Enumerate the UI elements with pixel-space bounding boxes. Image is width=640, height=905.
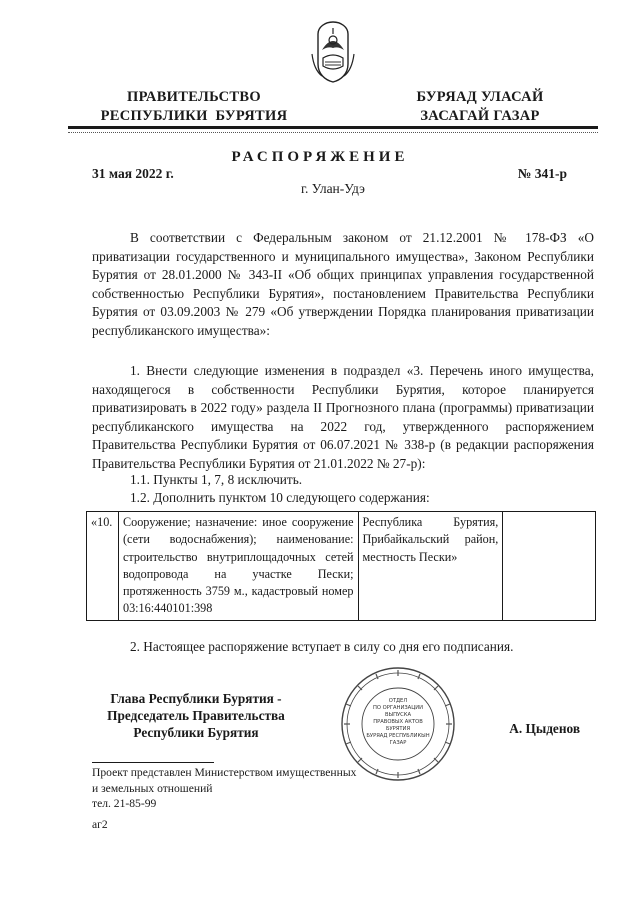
- intro-paragraph: [92, 229, 594, 341]
- footnote-line-2: и земельных отношений: [92, 781, 213, 795]
- header-left-line-1: ПРАВИТЕЛЬСТВО: [127, 89, 261, 105]
- document-title: РАСПОРЯЖЕНИЕ: [231, 149, 409, 165]
- stamp-line-3: ВЫПУСКА: [384, 712, 412, 718]
- stamp-line-5: БУРЯТИЯ: [385, 726, 411, 732]
- header-left-line-2: РЕСПУБЛИКИ БУРЯТИЯ: [100, 108, 288, 124]
- footnote-line-1: Проект представлен Министерством имущественных: [92, 766, 357, 779]
- property-table: [86, 511, 596, 621]
- footnote-line-3: тел. 21-85-99: [92, 797, 157, 810]
- header-left-org: [88, 88, 300, 126]
- row-description: Сооружение; назначение: иное сооружение (сети водоснабжения); наименование: строительство внутриплощадочных сетей водопровода на участке Пески; протяженность 3759 м., кадастровый номер 03:16:440101:398: [118, 512, 358, 621]
- stamp-line-6: БУРЯАД РЕСПУБЛИКЫН: [366, 733, 430, 739]
- signer-position-line-1: Глава Республики Бурятия -: [110, 691, 282, 706]
- header-right-org: [400, 88, 560, 126]
- item-1-paragraph: [92, 362, 594, 474]
- row-extra: [503, 512, 596, 621]
- header-divider-dotted: [68, 132, 598, 133]
- item-1-text: 1. Внести следующие изменения в подраздел «3. Перечень иного имущества, находящегося в собственности Республики Бурятия, которое планируется приватизировать в 2022 году» раздела II Прогнозного плана (программы) приватизации республиканского имущества на 2022 год, утвержденного распоряжением Правительства Республики Бурятия от 06.07.2021 № 338-р (в редакции распоряжения Правительства Республики Бурятия от 21.01.2022 № 27-р):: [92, 363, 594, 471]
- row-number: «10.: [87, 512, 119, 621]
- coat-of-arms-icon: [308, 20, 358, 84]
- footnote: [92, 765, 356, 812]
- header-right-line-2: ЗАСАГАЙ ГАЗАР: [420, 108, 540, 124]
- intro-text: В соответствии с Федеральным законом от 21.12.2001 № 178-ФЗ «О приватизации государственного и муниципального имущества», Законом Республики Бурятия от 28.01.2000 № 343-II «Об общих принципах управления государственной собственностью Республики Бурятия», постановлением Правительства Республики Бурятия от 03.09.2003 № 279 «Об утверждении Порядка планирования приватизации республиканского имущества»:: [92, 230, 594, 338]
- item-1-2: 1.2. Дополнить пунктом 10 следующего содержания:: [130, 490, 430, 505]
- item-1-1: 1.1. Пункты 1, 7, 8 исключить.: [130, 472, 303, 487]
- footnote-divider: [92, 762, 214, 763]
- signer-position-line-2: Председатель Правительства: [107, 708, 285, 723]
- document-code: аг2: [92, 818, 108, 831]
- table-row: [87, 512, 596, 621]
- document-city: г. Улан-Удэ: [301, 181, 365, 196]
- stamp-line-2: ПО ОРГАНИЗАЦИИ: [372, 705, 424, 711]
- stamp-line-4: ПРАВОВЫХ АКТОВ: [373, 719, 423, 725]
- header-divider: [68, 126, 598, 129]
- signer-name: А. Цыденов: [509, 721, 580, 736]
- header-right-line-1: БУРЯАД УЛАСАЙ: [416, 89, 544, 105]
- stamp-line-7: ГАЗАР: [389, 740, 407, 746]
- row-location: Республика Бурятия, Прибайкальский район, местность Пески»: [358, 512, 503, 621]
- document-number: № 341-р: [517, 166, 567, 181]
- signer-position: [98, 690, 294, 741]
- stamp-line-1: ОТДЕЛ: [388, 698, 408, 704]
- document-date: 31 мая 2022 г.: [92, 166, 174, 181]
- signer-position-line-3: Республики Бурятия: [133, 725, 259, 740]
- item-2-text: 2. Настоящее распоряжение вступает в силу со дня его подписания.: [130, 639, 514, 654]
